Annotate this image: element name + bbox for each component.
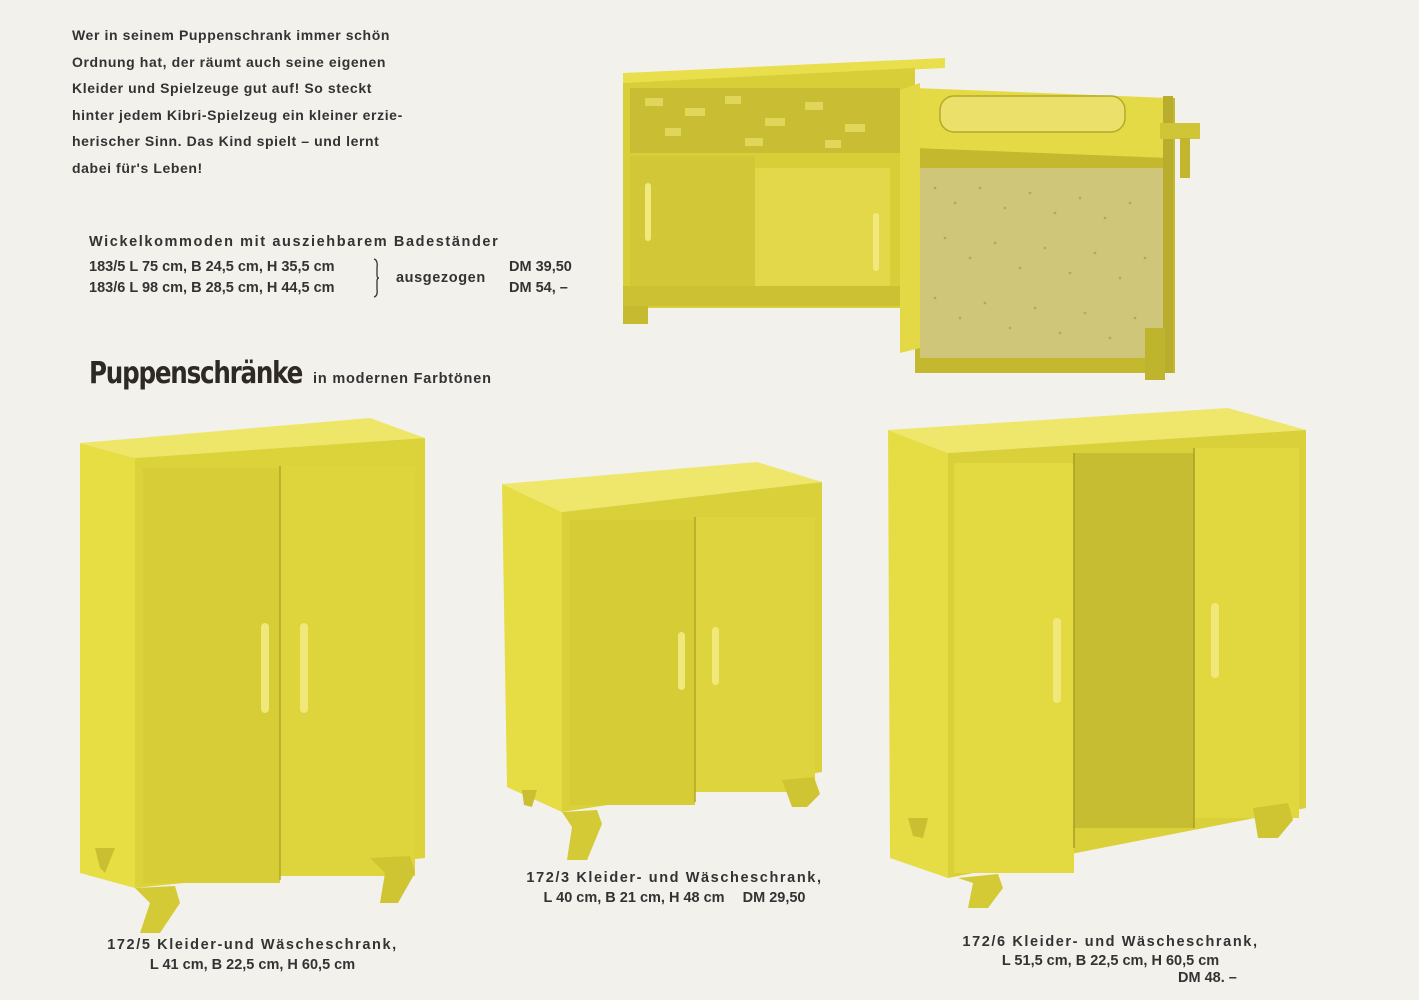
intro-line: Kleider und Spielzeuge gut auf! So steckt [72,80,372,96]
intro-paragraph [72,22,417,181]
wickelkommode-spec-line: 183/6 L 98 cm, B 28,5 cm, H 44,5 cm [89,280,335,296]
cabinet-dims: L 40 cm, B 21 cm, H 48 cm [543,890,725,906]
section-heading: Puppenschränke [89,356,303,391]
wickelkommode-spec-line: 183/5 L 75 cm, B 24,5 cm, H 35,5 cm [89,259,335,275]
brace-icon [372,258,380,298]
cabinet-caption [938,934,1283,986]
cabinet-title: 172/6 Kleider- und Wäscheschrank, [962,934,1259,950]
intro-line: hinter jedem Kibri-Spielzeug ein kleiner erzie- [72,106,403,123]
section-subheading: in modernen Farbtönen [313,371,492,387]
cabinet-title: 172/3 Kleider- und Wäscheschrank, [526,870,823,886]
cabinet-172-3-photo [502,462,827,862]
cabinet-price: DM 29,50 [742,890,806,906]
wickelkommode-title: Wickelkommoden mit ausziehbarem Badeständer [89,234,500,250]
cabinet-172-6-photo [888,408,1316,908]
cabinet-caption [80,937,425,973]
intro-line: herischer Sinn. Das Kind spielt – und lernt [72,133,380,149]
cabinet-dims: L 41 cm, B 22,5 cm, H 60,5 cm [149,957,356,973]
cabinet-172-5-photo [80,418,425,938]
wickelkommode-price: DM 54, – [509,280,568,296]
cabinet-title: 172/5 Kleider-und Wäscheschrank, [107,937,398,953]
cabinet-dims-line [502,890,847,906]
cabinet-price: DM 48. – [1178,970,1237,986]
wickelkommode-note: ausgezogen [396,270,486,286]
wickelkommode-price: DM 39,50 [509,259,572,275]
intro-line: dabei für's Leben! [72,159,203,176]
cabinet-dims: L 51,5 cm, B 22,5 cm, H 60,5 cm [1001,953,1220,969]
intro-line: Wer in seinem Puppenschrank immer schön [72,27,391,43]
intro-line: Ordnung hat, der räumt auch seine eigenen [72,53,386,70]
wickelkommode-photo [615,28,1205,383]
cabinet-caption [502,870,847,906]
